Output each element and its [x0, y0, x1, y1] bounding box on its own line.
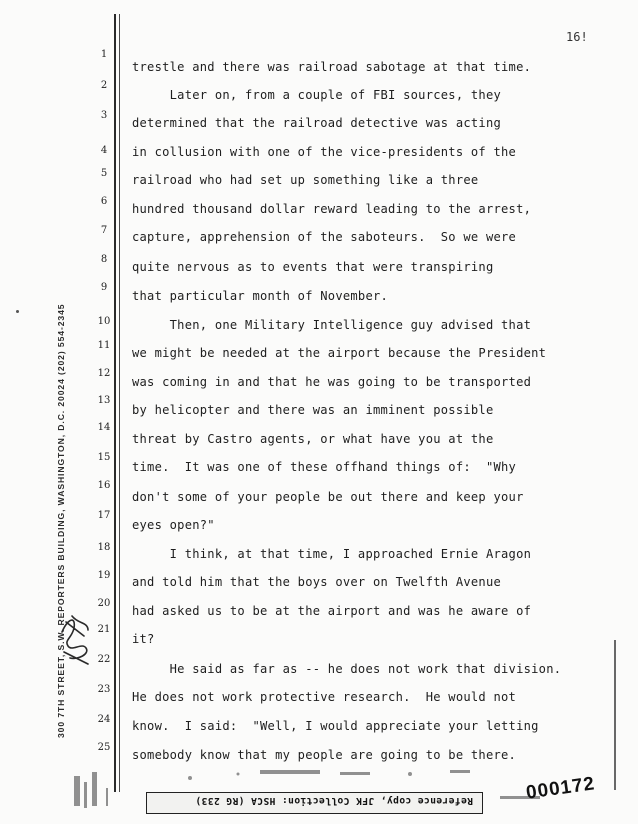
reference-copy-text: Reference copy, JFK Collection: HSCA (RG 233) [195, 795, 473, 806]
line-number: 14 [97, 422, 111, 433]
document-id: 000172 [524, 773, 597, 804]
transcript-line: know. I said: "Well, I would appreciate your letting [132, 719, 539, 733]
transcript-line: don't some of your people be out there and keep your [132, 490, 524, 504]
side-address: 300 7TH STREET, S.W. REPORTERS BUILDING, WASHINGTON, D.C. 20024 (202) 554-2345 [56, 303, 66, 738]
transcript-line: we might be needed at the airport because the President [132, 346, 547, 360]
line-number: 7 [100, 225, 108, 236]
transcript-line: somebody know that my people are going to be there. [132, 748, 517, 762]
transcript-line: He said as far as -- he does not work that division. [132, 662, 562, 676]
handwritten-signature [58, 612, 94, 668]
margin-rule-outer [114, 14, 116, 792]
line-number: 24 [97, 714, 111, 725]
transcript-line: trestle and there was railroad sabotage at that time. [132, 60, 532, 74]
transcript-line: by helicopter and there was an imminent possible [132, 403, 494, 417]
line-number: 8 [100, 254, 108, 265]
line-number: 21 [97, 624, 111, 635]
line-number: 6 [100, 196, 108, 207]
line-number: 19 [97, 570, 111, 581]
transcript-line: that particular month of November. [132, 289, 389, 303]
transcript-line: I think, at that time, I approached Ernie Aragon [132, 547, 532, 561]
line-number: 10 [97, 316, 111, 327]
line-number: 4 [100, 145, 108, 156]
line-number: 16 [97, 480, 111, 491]
line-number: 13 [97, 395, 111, 406]
transcript-line: and told him that the boys over on Twelfth Avenue [132, 575, 502, 589]
line-number: 18 [97, 542, 111, 553]
transcript-line: hundred thousand dollar reward leading to the arrest, [132, 202, 532, 216]
transcript-line: eyes open?" [132, 518, 215, 532]
transcript-line: quite nervous as to events that were transpiring [132, 260, 494, 274]
page-number: 16! [566, 30, 588, 44]
line-number: 3 [100, 110, 108, 121]
line-number: 17 [97, 510, 111, 521]
line-number: 22 [97, 654, 111, 665]
transcript-line: railroad who had set up something like a three [132, 173, 479, 187]
reference-copy-stamp [146, 792, 483, 814]
transcript-line: capture, apprehension of the saboteurs. So we were [132, 230, 517, 244]
transcript-line: He does not work protective research. He would not [132, 690, 517, 704]
line-number: 23 [97, 684, 111, 695]
transcript-line: time. It was one of these offhand things of: "Why [132, 460, 517, 474]
margin-rule-inner [119, 14, 120, 792]
line-number: 1 [100, 49, 108, 60]
line-number: 2 [100, 80, 108, 91]
transcript-body [132, 0, 612, 824]
transcript-line: it? [132, 632, 155, 646]
transcript-line: Later on, from a couple of FBI sources, they [132, 88, 502, 102]
transcript-line: was coming in and that he was going to be transported [132, 375, 532, 389]
line-number: 9 [100, 282, 108, 293]
line-number: 15 [97, 452, 111, 463]
transcript-line: in collusion with one of the vice-presidents of the [132, 145, 517, 159]
stray-mark [16, 310, 19, 313]
transcript-line: threat by Castro agents, or what have you at the [132, 432, 494, 446]
line-number: 20 [97, 598, 111, 609]
transcript-line: determined that the railroad detective was acting [132, 116, 502, 130]
line-number: 11 [97, 340, 111, 351]
transcript-line: Then, one Military Intelligence guy advised that [132, 318, 532, 332]
line-number: 25 [97, 742, 111, 753]
line-number: 5 [100, 168, 108, 179]
line-number: 12 [97, 368, 111, 379]
transcript-line: had asked us to be at the airport and was he aware of [132, 604, 532, 618]
